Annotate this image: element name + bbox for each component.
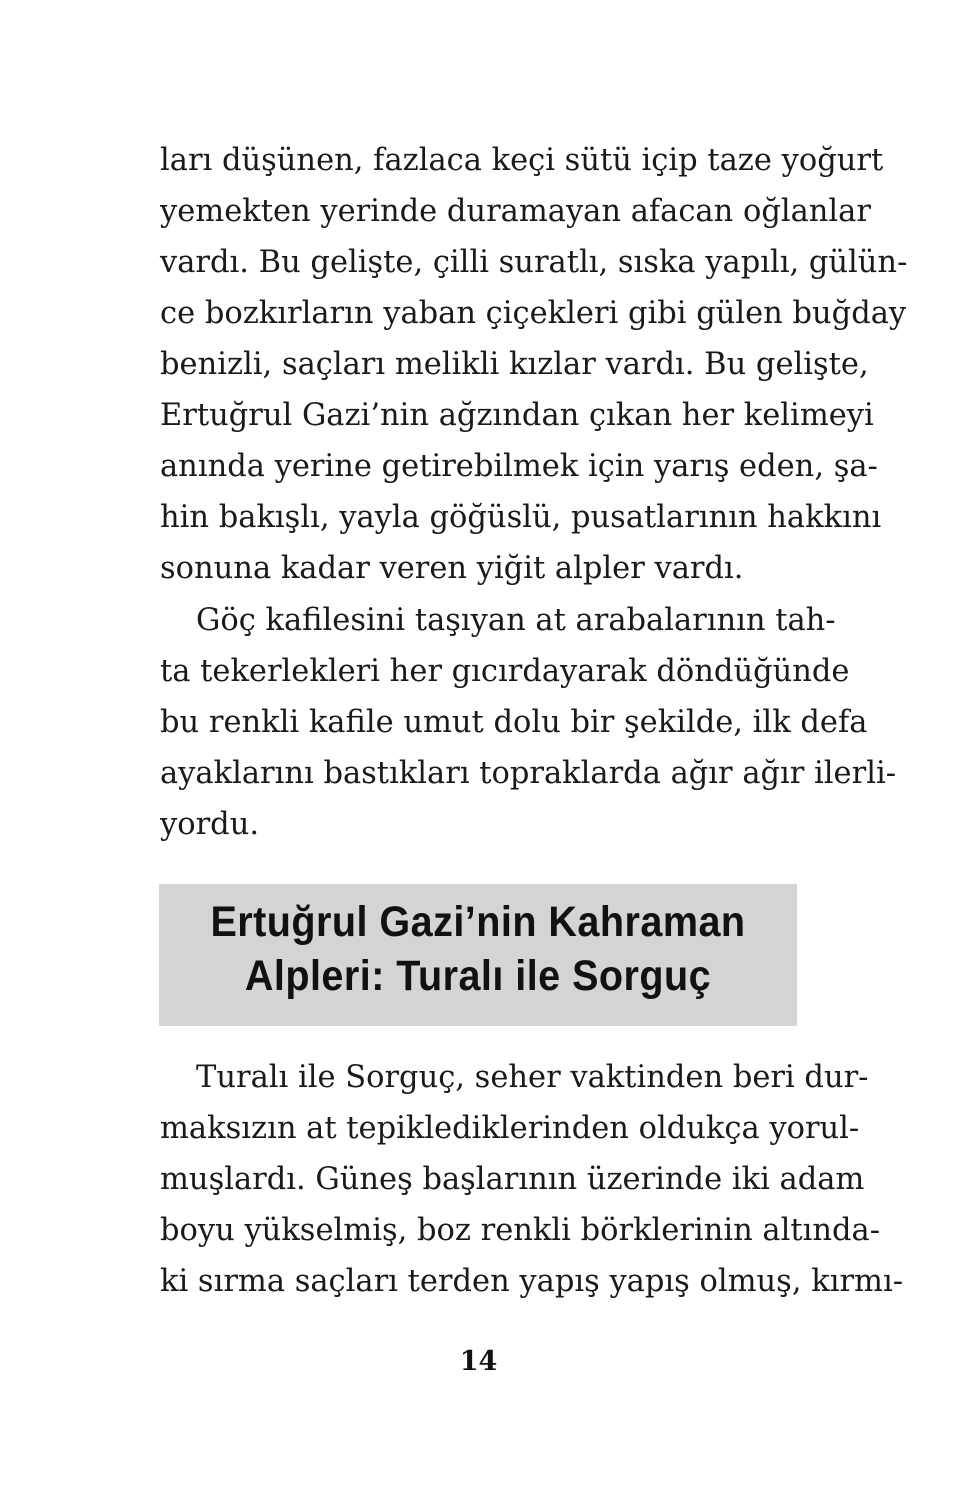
text-line: maksızın at tepiklediklerinden oldukça yorul- [160,1111,860,1146]
text-line: ki sırma saçları terden yapış yapış olmuş, kırmı- [160,1264,904,1299]
page-number: 14 [459,1346,498,1377]
text-line: Ertuğrul Gazi’nin ağzından çıkan her kelimeyi [160,398,874,433]
text-line: Turalı ile Sorguç, seher vaktinden beri dur- [196,1060,869,1095]
heading-line-2: Alpleri: Turalı ile Sorguç [244,952,712,1000]
text-line: anında yerine getirebilmek için yarış eden, şa- [160,449,878,484]
text-line: boyu yükselmiş, boz renkli börklerinin altında- [160,1213,881,1248]
text-line: ta tekerlekleri her gıcırdayarak döndüğünde [160,654,850,689]
text-line: ce bozkırların yaban çiçekleri gibi gülen buğday [160,296,907,331]
text-line: ları düşünen, fazlaca keçi sütü içip taze yoğurt [160,143,884,178]
text-line: yemekten yerinde duramayan afacan oğlanlar [160,194,871,229]
section-heading [159,884,797,1026]
heading-line-1: Ertuğrul Gazi’nin Kahraman [210,898,746,946]
text-line: muşlardı. Güneş başlarının üzerinde iki adam [160,1162,865,1197]
text-line: vardı. Bu gelişte, çilli suratlı, sıska yapılı, gülün- [160,245,908,280]
text-line: benizli, saçları melikli kızlar vardı. Bu gelişte, [160,347,869,382]
text-line: hin bakışlı, yayla göğüslü, pusatlarının hakkını [160,500,882,535]
paragraph-2 [160,595,897,850]
text-line: yordu. [160,807,260,842]
paragraph-3 [160,1052,904,1307]
paragraph-1 [160,135,908,594]
text-line: bu renkli kafile umut dolu bir şekilde, ilk defa [160,705,868,740]
text-line: sonuna kadar veren yiğit alpler vardı. [160,551,744,586]
text-line: Göç kafilesini taşıyan at arabalarının tah- [196,603,836,638]
text-line: ayaklarını bastıkları topraklarda ağır ağır ilerli- [160,756,897,791]
